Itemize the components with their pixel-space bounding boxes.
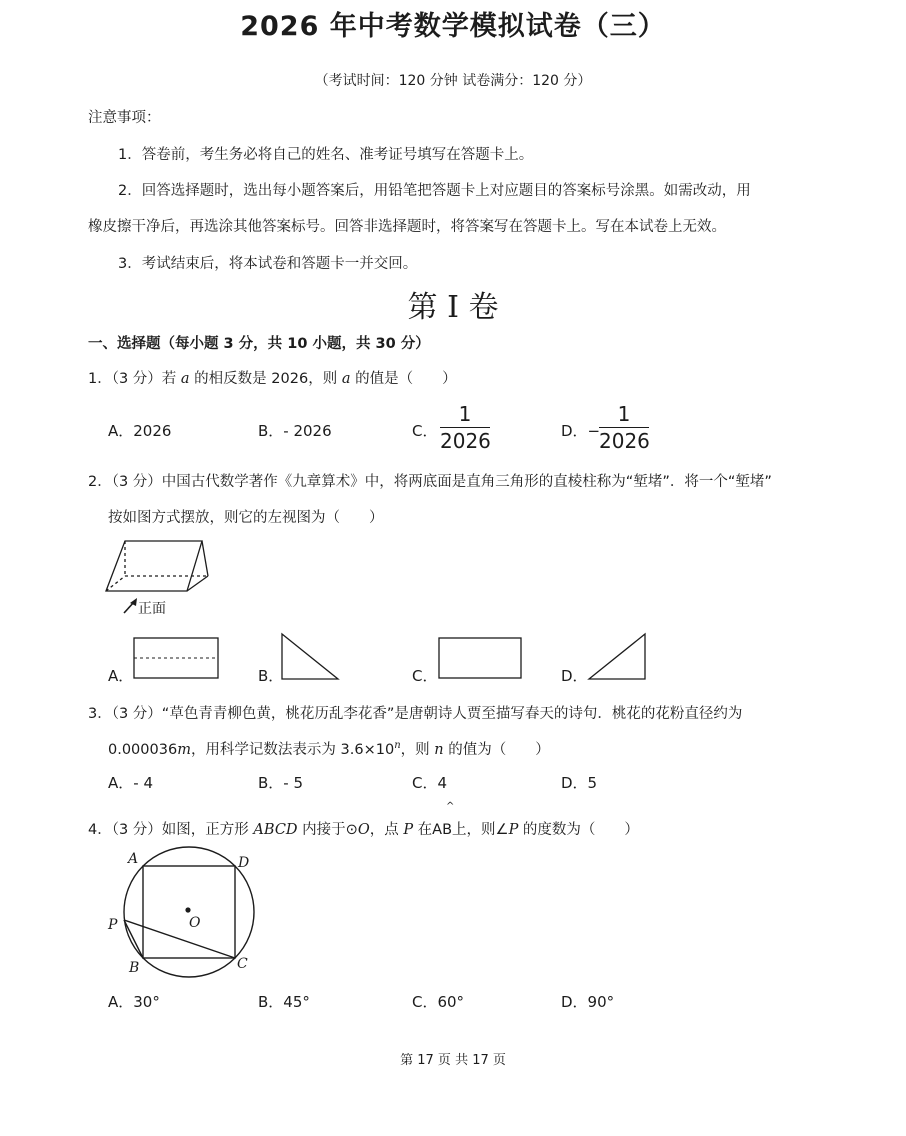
arc-mark: ^ — [446, 801, 455, 812]
q1-option-b[interactable]: B．- 2026 — [258, 422, 332, 440]
question-2-line-1: 2．（3 分）中国古代数学著作《九章算术》中，将两底面是直角三角形的直棱柱称为“堑堵”．将一个“堑堵” — [88, 474, 772, 490]
notes-item-2-line-1: 2．回答选择题时，选出每小题答案后，用铅笔把答题卡上对应题目的答案标号涂黑。如需改动，用 — [118, 183, 751, 199]
q1-prefix: 1．（3 分）若 — [88, 371, 181, 387]
question-3-line-1: 3．（3 分）“草色青青柳色黄，桃花历乱李花香”是唐朝诗人贾至描写春天的诗句．桃花的花粉直径约为 — [88, 706, 743, 722]
prism-edge — [202, 541, 208, 576]
q2-option-a[interactable]: A． — [108, 667, 134, 685]
q4-suffix: 的度数为（ ） — [518, 822, 639, 838]
label-p: P — [108, 917, 118, 933]
label-a: A — [128, 851, 139, 867]
q1-option-d-denominator: 2026 — [599, 429, 650, 453]
label-c: C — [237, 956, 248, 972]
q1-var-a-2: a — [341, 371, 351, 387]
q1-var-a: a — [180, 371, 190, 387]
q4-p: P — [403, 822, 414, 838]
q1-suffix: 的值是（ ） — [350, 371, 457, 387]
q3-option-c[interactable]: C．4 — [412, 774, 448, 792]
q1-option-c-fraction[interactable] — [440, 403, 490, 452]
question-2-line-2: 按如图方式摆放，则它的左视图为（ ） — [108, 510, 384, 526]
front-label: 正面 — [138, 601, 166, 617]
label-d: D — [238, 855, 250, 871]
prism-front-face — [106, 541, 202, 591]
fraction-bar — [599, 427, 649, 428]
question-3-line-2 — [108, 738, 550, 759]
label-b: B — [129, 960, 140, 976]
label-o: O — [189, 915, 201, 931]
q1-option-c-numerator: 1 — [458, 402, 472, 426]
fraction-bar — [440, 427, 490, 428]
q2-option-d[interactable]: D． — [561, 667, 588, 685]
q4-option-d[interactable]: D．90° — [561, 993, 615, 1011]
triangle-shape — [282, 634, 338, 679]
front-arrow-icon — [124, 598, 137, 613]
q3-text-c: ，则 — [400, 742, 435, 758]
q3-text-b: ，用科学记数法表示为 3.6×10 — [190, 742, 395, 758]
q4-option-a[interactable]: A．30° — [108, 993, 160, 1011]
q2-option-b-figure[interactable] — [280, 632, 342, 682]
triangle-shape — [589, 634, 645, 679]
q1-option-d-numerator: 1 — [617, 402, 631, 426]
q3-number: 0.000036 — [108, 742, 178, 758]
q3-option-b[interactable]: B．- 5 — [258, 774, 304, 792]
q3-exponent-n: n — [394, 740, 401, 752]
q4-mid3: 在AB上，则∠ — [413, 822, 509, 838]
section-heading: 一、选择题（每小题 3 分，共 10 小题，共 30 分） — [88, 336, 430, 352]
part-title: 第 I 卷 — [407, 290, 499, 325]
circle-square-figure — [100, 845, 270, 980]
q4-prefix: 4．（3 分）如图，正方形 — [88, 822, 254, 838]
q1-option-d-fraction[interactable] — [599, 403, 649, 452]
center-point — [185, 907, 190, 912]
question-1-stem — [88, 367, 457, 388]
notes-item-2-line-2: 橡皮擦干净后，再选涂其他答案标号。回答非选择题时，将答案写在答题卡上。写在本试卷上无效。 — [88, 219, 726, 235]
q2-option-d-figure[interactable] — [587, 632, 649, 682]
q2-option-c-figure[interactable] — [437, 636, 523, 680]
q1-option-c-label[interactable]: C． — [412, 422, 438, 440]
q3-var-n: n — [434, 742, 444, 758]
q1-option-a[interactable]: A．2026 — [108, 422, 172, 440]
q3-text-d: 的值为（ ） — [443, 742, 550, 758]
rectangle-shape — [439, 638, 521, 678]
q4-p2: P — [508, 822, 519, 838]
q4-mid: 内接于⊙ — [297, 822, 358, 838]
notes-item-3: 3．考试结束后，将本试卷和答题卡一并交回。 — [118, 256, 418, 272]
exam-info: （考试时间：120 分钟 试卷满分：120 分） — [314, 73, 592, 89]
q2-option-a-figure[interactable] — [132, 636, 220, 680]
q1-option-c-denominator: 2026 — [440, 429, 491, 453]
notes-heading: 注意事项： — [88, 110, 161, 126]
q1-option-d-label[interactable]: D．− — [561, 422, 601, 440]
notes-item-1: 1．答卷前，考生务必将自己的姓名、准考证号填写在答题卡上。 — [118, 147, 534, 163]
q2-option-c[interactable]: C． — [412, 667, 438, 685]
q4-abcd: ABCD — [253, 822, 298, 838]
q3-option-d[interactable]: D．5 — [561, 774, 598, 792]
q1-mid: 的相反数是 2026，则 — [189, 371, 342, 387]
q2-option-b[interactable]: B． — [258, 667, 284, 685]
q4-option-c[interactable]: C．60° — [412, 993, 465, 1011]
q3-option-a[interactable]: A．- 4 — [108, 774, 153, 792]
exam-title: 2026 年中考数学模拟试卷（三） — [240, 11, 666, 42]
question-4-stem — [88, 818, 639, 839]
q4-o: O — [357, 822, 370, 838]
q4-mid2: ，点 — [369, 822, 404, 838]
q3-unit-m: m — [177, 742, 191, 758]
q4-option-b[interactable]: B．45° — [258, 993, 310, 1011]
page-number: 第 17 页 共 17 页 — [400, 1053, 506, 1068]
